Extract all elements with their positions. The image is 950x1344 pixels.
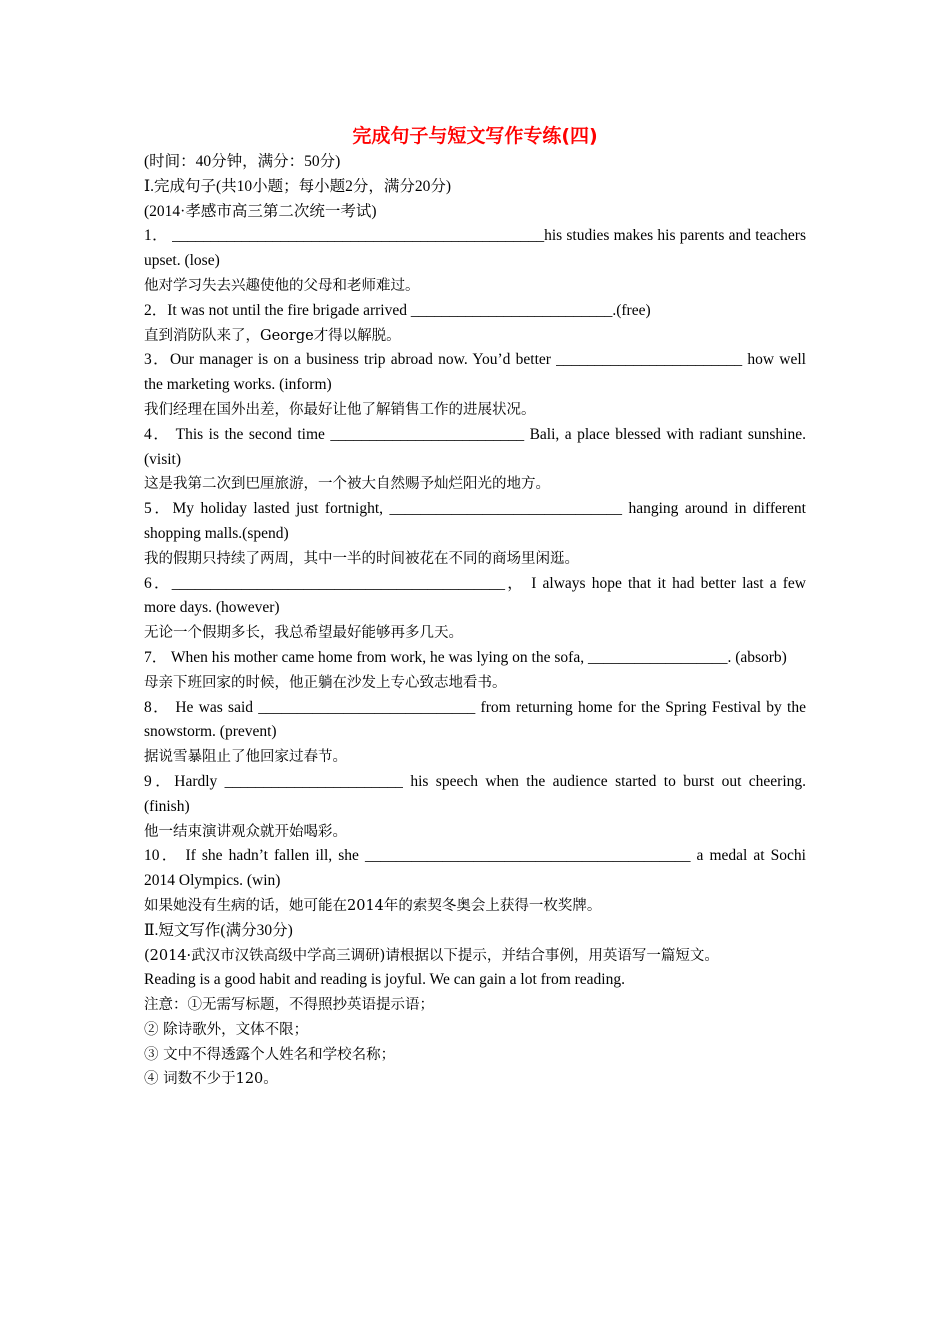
question-2: 2．It was not until the fire brigade arrived __________________________.(free) (144, 301, 651, 319)
question-5: 5．My holiday lasted just fortnight, ______________________________ hanging around in different shopping malls.(spend) (144, 500, 806, 542)
question-1: 1． ________________________________________________his studies makes his parents and teachers upset. (lose) (144, 227, 806, 270)
question-7-translation: 母亲下班回家的时候，他正躺在沙发上专心致志地看书。 (144, 674, 507, 691)
section2-heading: Ⅱ.短文写作(满分30分) (144, 921, 293, 939)
question-6: 6．___________________________________________， I always hope that it had better last a few more days. (however) (144, 574, 806, 617)
section1-source: (2014·孝感市高三第二次统一考试) (144, 202, 377, 220)
question-10: 10． If she hadn’t fallen ill, she __________________________________________ a medal at Sochi 2014 Olympics. (win) (144, 847, 806, 890)
question-2-translation: 直到消防队来了，George才得以解脱。 (144, 327, 401, 344)
writing-note-1: 注意：①无需写标题，不得照抄英语提示语； (144, 997, 434, 1014)
question-1-translation: 他对学习失去兴趣使他的父母和老师难过。 (144, 277, 420, 294)
question-10-translation: 如果她没有生病的话，她可能在2014年的索契冬奥会上获得一枚奖牌。 (144, 897, 602, 914)
question-3: 3．Our manager is on a business trip abroad now. You’d better ________________________ how well the marketing works. (inform) (144, 351, 806, 394)
question-8-translation: 据说雪暴阻止了他回家过春节。 (144, 749, 347, 766)
question-6-translation: 无论一个假期多长，我总希望最好能够再多几天。 (144, 625, 463, 642)
writing-note-4: ④ 词数不少于120。 (144, 1071, 278, 1088)
question-4-translation: 这是我第二次到巴厘旅游，一个被大自然赐予灿烂阳光的地方。 (144, 476, 550, 493)
question-3-translation: 我们经理在国外出差，你最好让他了解销售工作的进展状况。 (144, 401, 536, 418)
writing-prompt: Reading is a good habit and reading is joyful. We can gain a lot from reading. (144, 971, 625, 989)
question-8: 8． He was said ____________________________ from returning home for the Spring Festival by the snowstorm. (prevent) (144, 698, 806, 741)
question-9-translation: 他一结束演讲观众就开始喝彩。 (144, 823, 347, 840)
page-title: 完成句子与短文写作专练(四) (352, 125, 598, 147)
writing-note-2: ② 除诗歌外，文体不限； (144, 1021, 309, 1038)
question-7: 7． When his mother came home from work, he was lying on the sofa, __________________. (absorb) (144, 648, 787, 666)
section1-heading: Ⅰ.完成句子(共10小题；每小题2分，满分20分) (144, 177, 452, 195)
writing-note-3: ③ 文中不得透露个人姓名和学校名称； (144, 1046, 396, 1063)
question-9: 9．Hardly _______________________ his speech when the audience started to burst out cheering. (finish) (144, 772, 806, 815)
document-body (144, 150, 806, 1092)
time-note: (时间：40分钟，满分：50分) (144, 153, 341, 170)
question-5-translation: 我的假期只持续了两周，其中一半的时间被花在不同的商场里闲逛。 (144, 550, 579, 567)
section2-source: (2014·武汉市汉铁高级中学高三调研)请根据以下提示，并结合事例，用英语写一篇短文。 (144, 947, 719, 964)
question-4: 4． This is the second time _________________________ Bali, a place blessed with radiant sunshine.(visit) (144, 425, 806, 468)
